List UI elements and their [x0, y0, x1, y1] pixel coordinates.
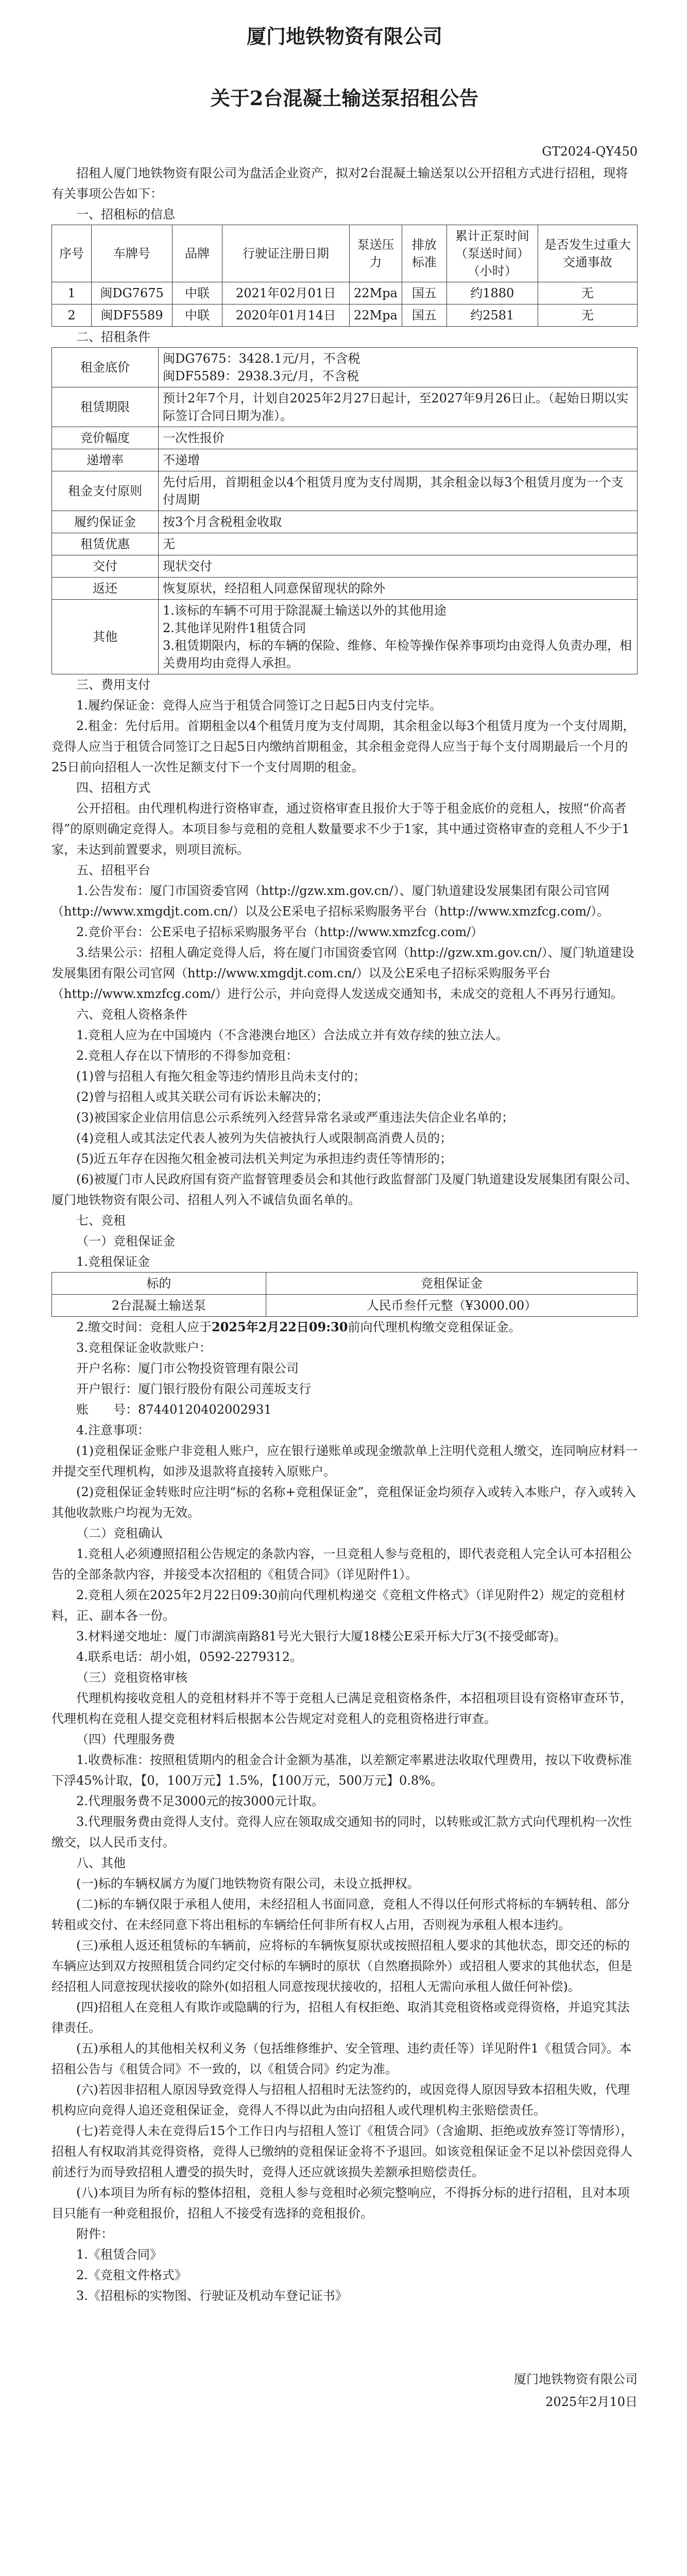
table-cell: 无 [538, 282, 637, 304]
table-row [52, 471, 638, 511]
list-item: (6)被厦门市人民政府国有资产监督管理委员会和其他行政监督部门及厦门轨道建设发展集团有限公司、厦门地铁物资有限公司、招租人列入不诚信负面名单的。 [51, 1172, 638, 1207]
condition-key: 租赁期限 [52, 387, 159, 427]
header-cell: 品牌 [173, 225, 222, 282]
signature-date: 2025年2月10日 [545, 2395, 638, 2409]
condition-line: 闽DG7675：3428.1元/月，不含税 [163, 351, 360, 366]
attachment-item: 2.《竞租文件格式》 [76, 2268, 187, 2282]
list-item: (七)若竞得人未在竞得后15个工作日内与招租人签订《租赁合同》（含逾期、拒绝或放弃签订等情形），招租人有权取消其竞得资格，竞得人已缴纳的竞租保证金将不予退回。如该竞租保证金不足以补偿因竞得人前述行为而导致招租人遭受的损失时，竞得人还应就该损失差额承担赔偿责任。 [51, 2124, 633, 2179]
list-item: 4.联系电话：胡小姐，0592-2279312。 [76, 1650, 302, 1664]
payment-deposit-paragraph: 1.履约保证金：竞得人应当于租赁合同签订之日起5日内支付完毕。 [76, 698, 442, 713]
list-item: (5)近五年存在因拖欠租金被司法机关判定为承担违约责任等情形的； [76, 1151, 452, 1166]
condition-key: 履约保证金 [52, 511, 159, 533]
table-row [52, 1295, 638, 1317]
condition-line: 1.该标的车辆不可用于除混凝土输送以外的其他用途 [163, 603, 446, 618]
list-item: (2)竞租保证金转账时应注明“标的名称+竞租保证金”，竞租保证金均须存入或转入本账户，存入或转入其他收款账户均视为无效。 [51, 1485, 636, 1520]
list-item: (4)竞租人或其法定代表人被列为失信被执行人或限制高消费人员的； [76, 1131, 452, 1145]
table-cell: 中联 [173, 282, 222, 304]
deposit-account-heading: 3.竞租保证金收款账户： [76, 1341, 212, 1355]
table-cell: 1 [52, 282, 92, 304]
header-cell: 车牌号 [92, 225, 173, 282]
list-item: 2.代理服务费不足3000元的按3000元计取。 [76, 1794, 324, 1808]
subsection-heading: （一）竞租保证金 [76, 1234, 175, 1248]
list-item: (五)承租人的其他相关权利义务（包括维修维护、安全管理、违约责任等）详见附件1《租赁合同》。本招租公告与《租赁合同》不一致的，以《租赁合同》约定为准。 [51, 2041, 631, 2076]
list-item: (四)招租人在竞租人有欺诈或隐瞒的行为，招租人有权拒绝、取消其竞租资格或竞得资格，并追究其法律责任。 [51, 2000, 630, 2035]
header-cell: 泵送压力 [350, 225, 402, 282]
condition-value: 恢复原状，经招租人同意保留现状的除外 [159, 578, 638, 600]
qualification-paragraph: 1.竞租人应为在中国境内（不含港澳台地区）合法成立并有效存续的独立法人。 [76, 1028, 508, 1042]
list-item: (2)曾与招租人或其关联公司有诉讼未解决的； [76, 1090, 329, 1104]
table-cell: 国五 [402, 282, 446, 304]
table-row [52, 387, 638, 427]
condition-key: 租金支付原则 [52, 471, 159, 511]
table-row [52, 282, 638, 304]
audit-paragraph: 代理机构接收竞租人的竞租材料并不等于竞租人已满足竞租资格条件，本招租项目设有资格审查环节，代理机构在竞租人提交竞租材料后根据本公告规定对竞租人的竞租资格进行审查。 [51, 1691, 632, 1726]
table-row [52, 348, 638, 387]
table-cell: 2 [52, 304, 92, 327]
header-cell: 排放标准 [402, 225, 446, 282]
section2-heading: 二、招租条件 [76, 330, 150, 344]
table-cell: 约2581 [446, 304, 538, 327]
list-item: (3)被国家企业信用信息公示系统列入经营异常名录或严重违法失信企业名单的； [76, 1110, 514, 1125]
table-row [52, 600, 638, 674]
condition-value: 不递增 [159, 449, 638, 471]
qualification-paragraph: 2.竞租人存在以下情形的不得参加竞租： [76, 1048, 298, 1063]
attachment-item: 3.《招租标的实物图、行驶证及机动车登记证书》 [76, 2289, 348, 2303]
table-cell: 22Mpa [350, 304, 402, 327]
table-cell: 闽DF5589 [92, 304, 173, 327]
platform-bidding-paragraph: 2.竞价平台：公E采电子招标采购服务平台（http://www.xmzfcg.com/） [76, 925, 484, 939]
condition-key: 竞价幅度 [52, 427, 159, 449]
header-cell: 是否发生过重大交通事故 [538, 225, 637, 282]
condition-key: 交付 [52, 555, 159, 578]
condition-value: 预计2年7个月，计划自2025年2月27日起计，至2027年9月26日止。（起始日期以实际签订合同日期为准）。 [159, 387, 638, 427]
list-item: 1.收费标准：按照租赁期内的租金合计金额为基准，以差额定率累进法收取代理费用，按以下收费标准下浮45%计取，【0，100万元】1.5%，【100万元，500万元】0.8%。 [51, 1753, 632, 1788]
attachments-heading: 附件： [76, 2227, 113, 2241]
subsection-heading: （三）竞租资格审核 [76, 1670, 187, 1685]
condition-value [159, 348, 638, 387]
section5-heading: 五、招租平台 [76, 863, 150, 877]
list-item: 3.代理服务费由竞得人支付。竞得人应在领取成交通知书的同时，以转账或汇款方式向代理机构一次性缴交，以人民币支付。 [51, 1815, 632, 1850]
condition-key: 租赁优惠 [52, 533, 159, 555]
account-line: 账 号：87440120402002931 [76, 1402, 272, 1417]
platform-result-paragraph: 3.结果公示：招租人确定竞得人后，将在厦门市国资委官网（http://gzw.xm.gov.cn/）、厦门轨道建设发展集团有限公司官网（http://www.xmgdjt.com.cn/）以及公E采电子招标采购服务平台（http://www.xmzfcg.com/）进行公示，并向竞得人发送成交通知书，未成交的竞租人不再另行通知。 [51, 945, 634, 1001]
payment-rent-paragraph: 2.租金：先付后用。首期租金以4个租赁月度为支付周期，其余租金以每3个租赁月度为一个支付周期，竞得人应当于租赁合同签订之日起5日内缴纳首期租金，其余租金竞得人应当于每个支付周期最后一个月的25日前向招租人一次性足额支付下一个支付周期的租金。 [51, 719, 636, 774]
account-line: 开户银行：厦门银行股份有限公司莲坂支行 [76, 1382, 311, 1396]
attachment-item: 1.《租赁合同》 [76, 2247, 162, 2262]
table-cell: 2台混凝土输送泵 [52, 1295, 266, 1317]
asset-info-table [51, 225, 638, 327]
platform-publish-paragraph: 1.公告发布：厦门市国资委官网（http://gzw.xm.gov.cn/）、厦门轨道建设发展集团有限公司官网（http://www.xmgdjt.com.cn/）以及公E采电子招标采购服务平台（http://www.xmzfcg.com/）。 [51, 884, 610, 919]
condition-key: 递增率 [52, 449, 159, 471]
table-cell: 国五 [402, 304, 446, 327]
table-row [52, 533, 638, 555]
list-item: 1.竞租人必须遵照招租公告规定的条款内容，一旦竞租人参与竞租的，即代表竞租人完全认可本招租公告的全部条款内容，并接受本次招租的《租赁合同》（详见附件1）。 [51, 1547, 632, 1582]
header-cell: 累计正泵时间（泵送时间）（小时） [446, 225, 538, 282]
list-item: (三)承租人返还租赁标的车辆前，应将标的车辆恢复原状或按照招租人要求的其他状态，即交还的标的车辆应达到双方按照租赁合同约定交付标的车辆时的原状（自然磨损除外）或招租人要求的其他状态，但是经招租人同意按现状接收的除外(如招租人同意按现状接收的，招租人无需向承租人做任何补偿)。 [51, 1938, 632, 1994]
list-item: (二)标的车辆仅限于承租人使用，未经招租人书面同意，竞租人不得以任何形式将标的车辆转租、部分转租或交付、在未经同意下将出租标的车辆给任何非所有权人占用，否则视为承租人根本违约。 [51, 1897, 630, 1932]
section3-heading: 三、费用支付 [76, 677, 150, 692]
table-row [52, 449, 638, 471]
header-cell: 标的 [52, 1273, 266, 1295]
deposit-deadline: 2025年2月22日09:30 [211, 1319, 348, 1334]
condition-key: 其他 [52, 600, 159, 674]
list-item: 2.竞租人须在2025年2月22日09:30前向代理机构递交《竞租文件格式》（详见附件2）规定的竞租材料，正、副本各一份。 [51, 1588, 626, 1623]
section1-heading: 一、招租标的信息 [76, 207, 175, 222]
table-cell: 闽DG7675 [92, 282, 173, 304]
table-row [52, 511, 638, 533]
table-cell: 无 [538, 304, 637, 327]
condition-line: 3.租赁期限内，标的车辆的保险、维修、年检等操作保养事项均由竞得人负责办理，相关费用均由竞得人承担。 [163, 638, 632, 670]
deposit-time-suffix: 前向代理机构缴交竞租保证金。 [348, 1320, 521, 1334]
section8-heading: 八、其他 [76, 1856, 126, 1870]
table-cell: 2021年02月01日 [222, 282, 350, 304]
table-row [52, 555, 638, 578]
header-cell: 行驶证注册日期 [222, 225, 350, 282]
list-item: (八)本项目为所有标的整体招租，竞租人参与竞租时必须完整响应，不得拆分标的进行招租，且对本项目只能有一种竞租报价，招租人不接受有选择的竞租报价。 [51, 2185, 630, 2221]
account-line: 开户名称：厦门市公物投资管理有限公司 [76, 1361, 299, 1376]
condition-value: 一次性报价 [159, 427, 638, 449]
header-cell: 竞租保证金 [266, 1273, 637, 1295]
table-cell: 约1880 [446, 282, 538, 304]
leasing-method-paragraph: 公开招租。由代理机构进行资格审查，通过资格审查且报价大于等于租金底价的竞租人，按照“价高者得”的原则确定竞得人。本项目参与竞租的竞租人数量要求不少于1家，其中通过资格审查的竞租人不少于1家，未达到前置要求，则项目流标。 [51, 801, 630, 857]
subsection-heading: （二）竞租确认 [76, 1526, 163, 1540]
condition-key: 租金底价 [52, 348, 159, 387]
table-row [52, 578, 638, 600]
signature-company: 厦门地铁物资有限公司 [514, 2372, 638, 2386]
page-title: 关于2台混凝土输送泵招租公告 [210, 87, 479, 110]
lease-conditions-table [51, 347, 638, 674]
list-item: (1)曾与招租人有拖欠租金等违约情形且尚未支付的； [76, 1069, 366, 1083]
section4-heading: 四、招租方式 [76, 781, 150, 795]
subsection-heading: （四）代理服务费 [76, 1732, 175, 1747]
document-number: GT2024-QY450 [542, 144, 638, 159]
section7-heading: 七、竞租 [76, 1213, 126, 1228]
deposit-time-prefix: 2.缴交时间：竞租人应于 [76, 1320, 212, 1334]
list-item: 3.材料递交地址：厦门市湖滨南路81号光大银行大厦18楼公E采开标大厅3(不接受邮寄)。 [76, 1629, 566, 1643]
table-row [52, 304, 638, 327]
notes-heading: 4.注意事项： [76, 1423, 150, 1437]
condition-line: 2.其他详见附件1租赁合同 [163, 621, 306, 635]
list-item: (一)标的车辆权属方为厦门地铁物资有限公司，未设立抵押权。 [76, 1876, 420, 1891]
table-cell: 人民币叁仟元整（¥3000.00） [266, 1295, 637, 1317]
header-cell: 序号 [52, 225, 92, 282]
table-row [52, 427, 638, 449]
deposit-time-paragraph [51, 1317, 638, 1337]
company-title: 厦门地铁物资有限公司 [246, 25, 442, 48]
condition-value: 先付后用，首期租金以4个租赁月度为支付周期，其余租金以每3个租赁月度为一个支付周期 [159, 471, 638, 511]
table-cell: 2020年01月14日 [222, 304, 350, 327]
subsection-heading: 1.竞租保证金 [76, 1255, 150, 1269]
condition-value: 无 [159, 533, 638, 555]
table-header-row [52, 225, 638, 282]
condition-value: 现状交付 [159, 555, 638, 578]
condition-key: 返还 [52, 578, 159, 600]
table-header-row [52, 1273, 638, 1295]
condition-value: 按3个月含税租金收取 [159, 511, 638, 533]
condition-value [159, 600, 638, 674]
section6-heading: 六、竞租人资格条件 [76, 1007, 187, 1022]
deposit-table [51, 1272, 638, 1317]
list-item: (1)竞租保证金账户非竞租人账户，应在银行递账单或现金缴款单上注明代竞租人缴交，连同响应材料一并提交至代理机构，如涉及退款将直接转入原账户。 [51, 1444, 638, 1479]
table-cell: 22Mpa [350, 282, 402, 304]
list-item: (六)若因非招租人原因导致竞得人与招租人招租时无法签约的，或因竞得人原因导致本招租失败，代理机构应向竞得人追还竞租保证金，竞得人不得以此为由向招租人或代理机构主张赔偿责任。 [51, 2082, 630, 2117]
condition-line: 闽DF5589：2938.3元/月，不含税 [163, 369, 359, 383]
table-cell: 中联 [173, 304, 222, 327]
intro-paragraph: 招租人厦门地铁物资有限公司为盘活企业资产，拟对2台混凝土输送泵以公开招租方式进行招租，现将有关事项公告如下： [51, 166, 628, 201]
